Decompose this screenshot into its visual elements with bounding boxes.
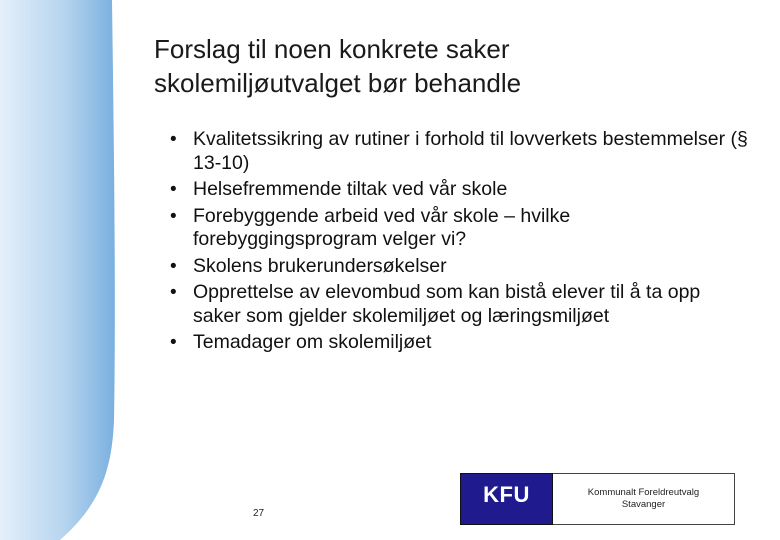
- organization-name-line-1: Kommunalt Foreldreutvalg: [587, 487, 700, 498]
- page-number: 27: [253, 508, 265, 519]
- bullet-item: • Temadager om skolemiljøet: [170, 331, 750, 355]
- bullet-item: • Kvalitetssikring av rutiner i forhold til lovverkets bestemmelser (§ 13-10): [170, 128, 750, 175]
- bullet-item: • Skolens brukerundersøkelser: [170, 255, 750, 279]
- kfu-logo: [460, 473, 553, 525]
- bullet-item: • Forebyggende arbeid ved vår skole – hvilke forebyggingsprogram velger vi?: [170, 205, 750, 252]
- organization-name-line-2: Stavanger: [621, 499, 666, 510]
- bullet-item: • Opprettelse av elevombud som kan bistå elever til å ta opp saker som gjelder skolemiljøet og læringsmiljøet: [170, 281, 750, 328]
- slide-title-line-1: Forslag til noen konkrete saker: [154, 34, 510, 64]
- kfu-logo-text: KFU: [483, 482, 530, 507]
- slide-title: [154, 32, 754, 100]
- slide-title-line-2: skolemiljøutvalget bør behandle: [154, 68, 522, 98]
- bullet-list: [170, 128, 750, 358]
- bullet-item: • Helsefremmende tiltak ved vår skole: [170, 178, 750, 202]
- decorative-side-band: [0, 0, 118, 540]
- organization-name: [553, 473, 735, 525]
